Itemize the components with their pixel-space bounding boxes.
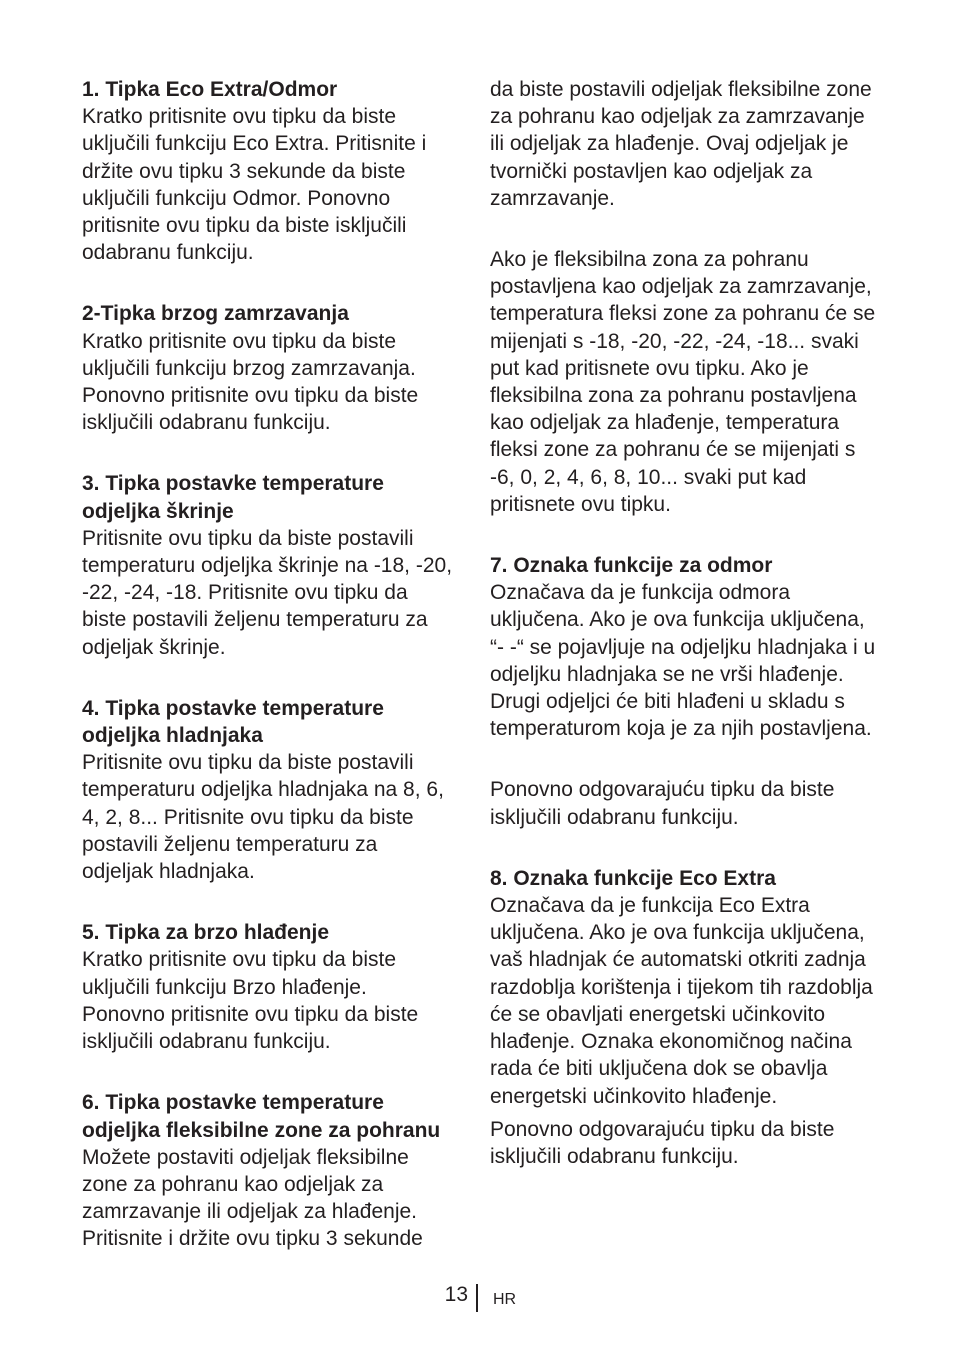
flex-zone-temperature-text: Ako je fleksibilna zona za pohranu postavljena kao odjeljak za zamrzavanje, temperatura fleksi zone za pohranu će se mijenjati s -18, -20, -22, -24, -18... svaki put kad pritisnete ovu tipku. Ako je fleksibilna zona za pohranu postavljena kao odjeljak za hlađenje, temperatura fleksi zone za pohranu će se mijenjati s -6, 0, 2, 4, 6, 8, 10... svaki put kad pritisnete ovu tipku. [490,248,876,516]
section-flex-zone-temp-button [82,1089,454,1252]
section-heading: 8. Oznaka funkcije Eco Extra [490,866,776,890]
section-quick-cool-button [82,919,454,1055]
eco-extra-off-text: Ponovno odgovarajuću tipku da biste isključili odabranu funkciju. [490,1117,835,1168]
section-heading: 5. Tipka za brzo hlađenje [82,921,330,945]
section-heading: 4. Tipka postavke temperature odjeljka hladnjaka [82,696,384,748]
section-text: Možete postaviti odjeljak fleksibilne zone za pohranu kao odjeljak za zamrzavanje ili odjeljak za hlađenje. Pritisnite i držite ovu tipku 3 sekunde [82,1145,423,1251]
section-vacation-indicator [490,552,882,742]
footer-divider [476,1284,478,1312]
section-fridge-temp-button [82,695,454,885]
section-quick-freeze-button [82,300,454,436]
page-number: 13 [444,1283,468,1306]
section-eco-extra-button [82,76,454,266]
vacation-off-text: Ponovno odgovarajuću tipku da biste isključili odabranu funkciju. [490,778,835,829]
section-freezer-temp-button [82,470,454,660]
section-heading: 2-Tipka brzog zamrzavanja [82,302,349,326]
section-heading: 1. Tipka Eco Extra/Odmor [82,78,338,101]
section-text: Označava da je funkcija Eco Extra uključena. Ako je ova funkcija uključena, vaš hladnjak će automatski otkriti zadnja razdoblja korištenja i tijekom tih razdoblja će se obavljati energetski učinkovito hlađenje. Oznaka ekonomičnog načina rada će biti uključena dok se obavlja energetski učinkovito hlađenje. [490,894,873,1108]
flex-zone-continuation-text: da biste postavili odjeljak fleksibilne zone za pohranu kao odjeljak za zamrzavanje ili odjeljak za hlađenje. Ovaj odjeljak je tvornički postavljen kao odjeljak za zamrzavanje. [490,78,872,210]
section-text: Označava da je funkcija odmora uključena. Ako je ova funkcija uključena, “- -“ se pojavljuje na odjeljku hladnjaka i u odjeljku hladnjaka se ne vrši hlađenje. Drugi odjeljci će biti hlađeni u skladu s temperaturom koja je za njih postavljena. [490,581,876,741]
section-text: Kratko pritisnite ovu tipku da biste uključili funkciju Brzo hlađenje. Ponovno pritisnite ovu tipku da biste isključili odabranu funkciju. [82,948,419,1054]
section-text: Pritisnite ovu tipku da biste postavili temperaturu odjeljka škrinje na -18, -20, -22, -24, -18. Pritisnite ovu tipku da biste postavili željenu temperaturu za odjeljak škrinje. [82,526,453,659]
right-column [490,76,882,1170]
section-text: Kratko pritisnite ovu tipku da biste uključili funkciju brzog zamrzavanja. Ponovno pritisnite ovu tipku da biste isključili odabranu funkciju. [82,329,419,435]
left-column [82,76,454,1253]
section-heading: 7. Oznaka funkcije za odmor [490,554,773,578]
section-eco-extra-indicator [490,865,882,1110]
section-heading: 6. Tipka postavke temperature odjeljka fleksibilne zone za pohranu [82,1091,441,1142]
section-text: Kratko pritisnite ovu tipku da biste uključili funkciju Eco Extra. Pritisnite i držite ovu tipku 3 sekunde da biste uključili funkciju Odmor. Ponovno pritisnite ovu tipku da biste isključili odabranu funkciju. [82,105,427,265]
language-code: HR [493,1291,517,1308]
section-text: Pritisnite ovu tipku da biste postavili temperaturu odjeljka hladnjaka na 8, 6, 4, 2, 8... Pritisnite ovu tipku da biste postavili željenu temperaturu za odjeljak hladnjaka. [82,751,444,884]
section-heading: 3. Tipka postavke temperature odjeljka škrinje [82,472,384,523]
